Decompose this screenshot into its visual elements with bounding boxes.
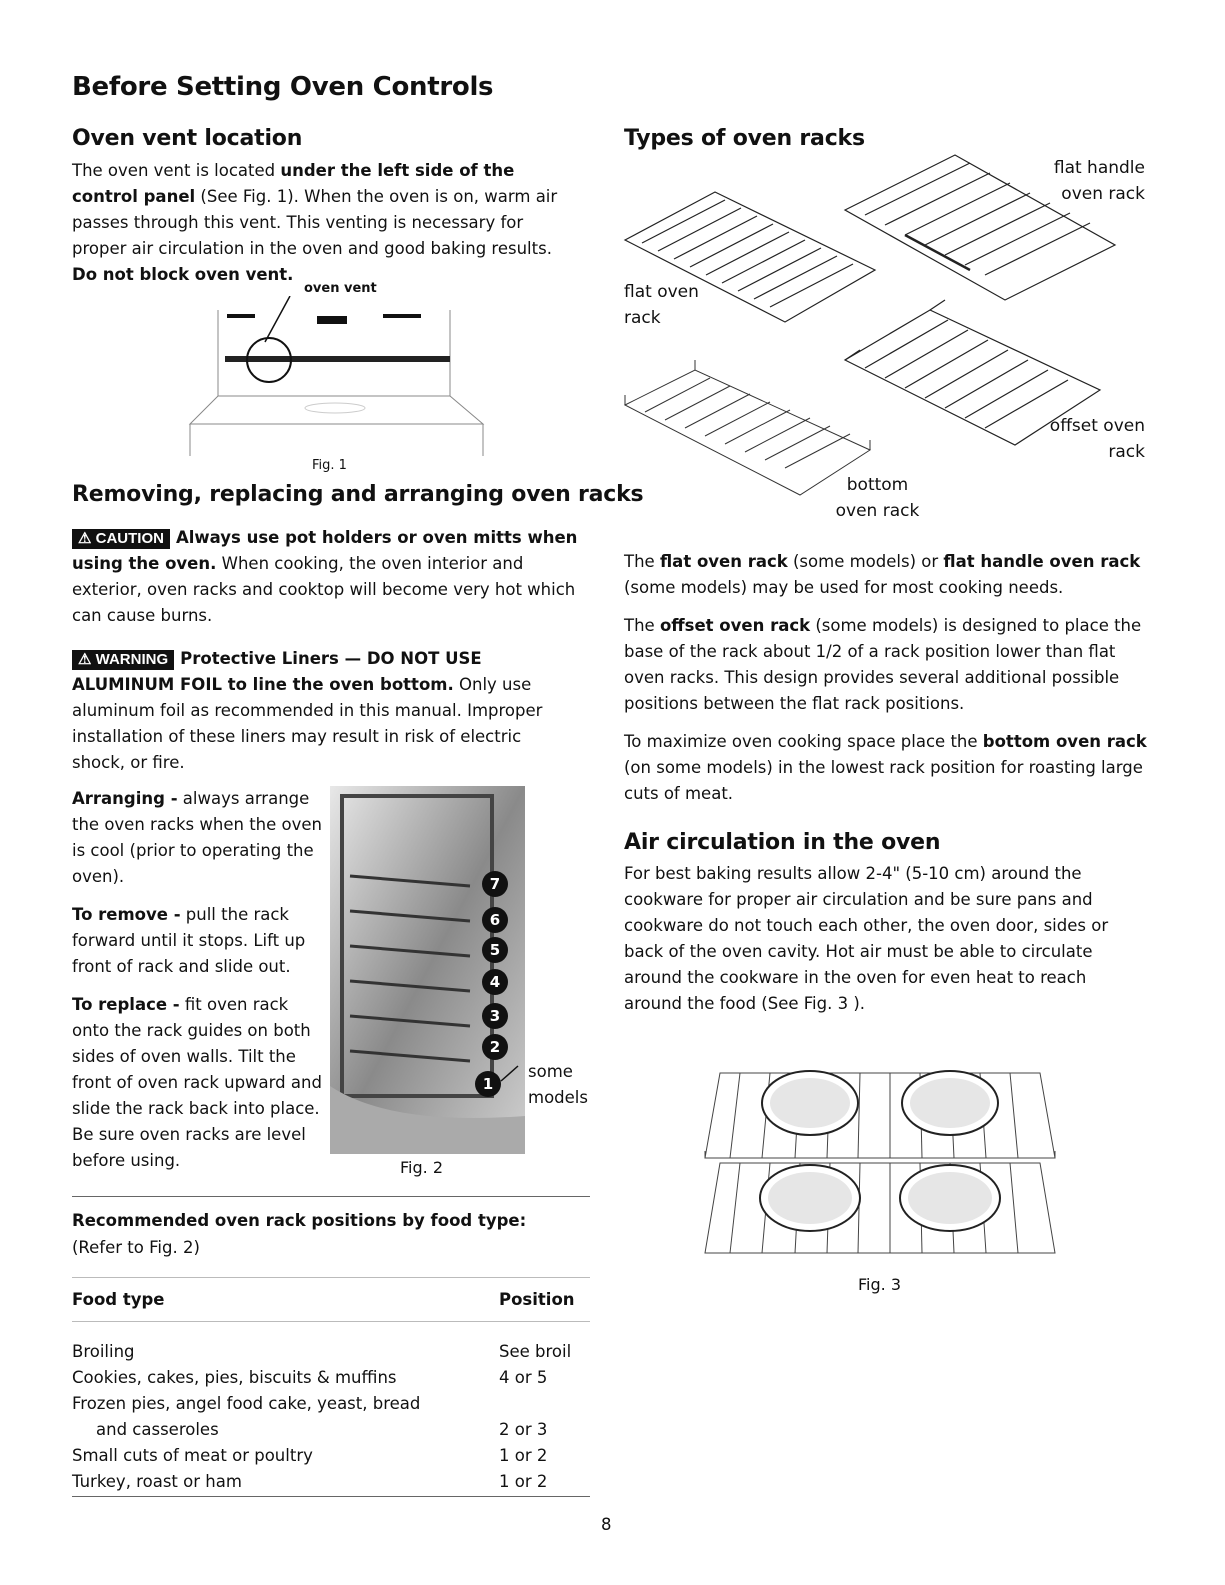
table-header-top-rule [72,1277,590,1278]
table-top-rule [72,1196,590,1197]
label-offset-rack: offset oven rack [1049,416,1145,462]
svg-text:5: 5 [489,941,501,959]
rack-types-paragraph-1: The flat oven rack (some models) or flat handle oven rack (some models) may be used for most cooking needs. [624,552,1141,597]
warning-badge: ⚠ WARNING [72,650,174,670]
rack-types-paragraph-2: The offset oven rack (some models) is designed to place the base of the rack about 1/2 of a rack position lower than flat oven racks. This design provides several additional possible positions between the flat rack positions. [624,616,1142,713]
remove-paragraph: To remove - pull the rack forward until it stops. Lift up front of rack and slide out. [72,905,306,976]
racks-heading: Removing, replacing and arranging oven racks [72,482,644,507]
table-row: Broiling See broil [72,1342,572,1361]
table-row: Cookies, cakes, pies, biscuits & muffins 4 or 5 [72,1368,548,1387]
position-5-icon [482,937,508,963]
table-row: Turkey, roast or ham 1 or 2 [72,1472,548,1491]
fig2-note: some models [528,1062,588,1107]
vent-heading: Oven vent location [72,126,303,151]
replace-paragraph: To replace - fit oven rack onto the rack guides on both sides of oven walls. Tilt the front of oven rack upward and slide the rack back into place. Be sure oven racks are level before using. [72,995,322,1170]
page-number: 8 [601,1515,612,1534]
position-7-icon [482,871,508,897]
table-subtitle: (Refer to Fig. 2) [72,1238,200,1257]
oven-vent-label: oven vent [304,281,377,296]
rack-types-paragraph-3: To maximize oven cooking space place the bottom oven rack (on some models) in the lowest rack position for roasting large cuts of meat. [624,732,1147,803]
vent-paragraph: The oven vent is located under the left side of the control panel (See Fig. 1). When the oven is on, warm air passes through this vent. This venting is necessary for proper air circulation in the oven and good baking results. Do not block oven vent. [72,161,558,284]
label-flat-rack: flat oven rack [624,282,699,328]
position-3-icon [482,1003,508,1029]
air-heading: Air circulation in the oven [624,830,941,855]
fig2-position-markers [470,868,520,1113]
fig3-caption: Fig. 3 [858,1275,901,1294]
table-header: Food type Position [72,1290,575,1309]
table-header-bottom-rule [72,1321,590,1322]
position-2-icon [482,1034,508,1060]
svg-text:6: 6 [489,911,501,929]
position-4-icon [482,969,508,995]
table-row: and casseroles 2 or 3 [96,1420,548,1439]
table-row: Small cuts of meat or poultry 1 or 2 [72,1446,548,1465]
position-1-icon [475,1071,501,1097]
svg-text:4: 4 [489,973,501,991]
caution-paragraph: ⚠ CAUTION Always use pot holders or oven mitts when using the oven. When cooking, the oven interior and exterior, oven racks and cooktop will become very hot which can cause burns. [72,528,578,625]
svg-text:1: 1 [482,1075,494,1093]
caution-badge: ⚠ CAUTION [72,529,170,549]
label-bottom-rack: bottom oven rack [835,475,920,521]
arranging-paragraph: Arranging - always arrange the oven racks when the oven is cool (prior to operating the oven). [72,789,322,886]
label-flat-handle-rack: flat handle oven rack [1053,158,1145,204]
fig1-oven-vent-diagram [185,296,490,458]
page-title: Before Setting Oven Controls [72,72,494,102]
fig1-caption: Fig. 1 [312,458,347,473]
types-heading: Types of oven racks [624,126,865,151]
svg-text:7: 7 [489,875,501,893]
svg-text:3: 3 [489,1007,501,1025]
svg-text:2: 2 [489,1038,501,1056]
position-6-icon [482,907,508,933]
table-title: Recommended oven rack positions by food type: [72,1211,527,1230]
fig3-pans-on-racks [700,1063,1060,1263]
warning-paragraph: ⚠ WARNING Protective Liners — DO NOT USE ALUMINUM FOIL to line the oven bottom. Only use aluminum foil as recommended in this manual. Improper installation of these liners may result in risk of electric shock, or fire. [72,649,543,772]
fig2-caption: Fig. 2 [400,1158,443,1177]
table-row: Frozen pies, angel food cake, yeast, bread [72,1394,421,1413]
air-paragraph: For best baking results allow 2-4" (5-10 cm) around the cookware for proper air circulation and be sure pans and cookware do not touch each other, the oven door, sides or back of the oven cavity. Hot air must be able to circulate around the cookware in the oven for even heat to reach around the food (See Fig. 3 ). [624,864,1109,1013]
table-bottom-rule [72,1496,590,1497]
